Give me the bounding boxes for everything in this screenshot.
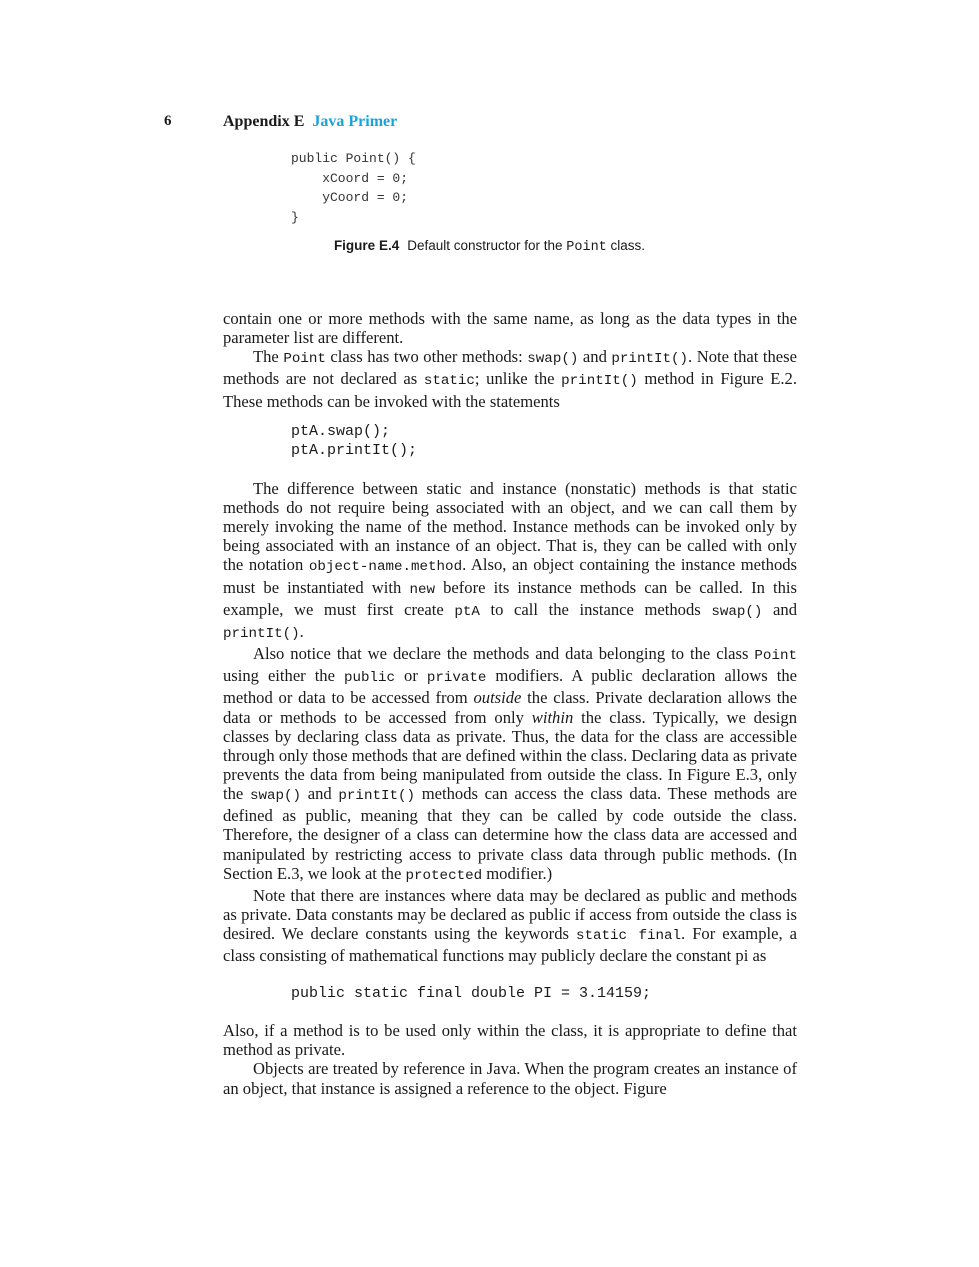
chapter-label: Appendix E [223,113,305,130]
caption-code: Point [566,240,607,255]
code-block: public static final double PI = 3.14159; [291,984,652,1002]
paragraph: The Point class has two other methods: swap() and printIt(). Note that these methods are not declared as static; unlike the printIt() method in Figure E.2. These methods can be invoked with the statements [223,347,798,411]
figure-caption [0,238,979,255]
paragraph: Objects are treated by reference in Java. When the program creates an instance of an object, that instance is assigned a reference to the object. Figure [223,1059,797,1098]
code-line: xCoord = 0; [291,170,409,186]
caption-text: Default constructor for the [407,238,567,253]
chapter-heading [223,113,397,131]
body-text [223,309,797,1098]
caption-text-end: class. [606,238,646,253]
code-line: yCoord = 0; [291,190,409,205]
paragraph: Also notice that we declare the methods and data belonging to the class Point using either the public or private modifiers. A public declaration allows the method or data to be accessed from outside the class. Private declaration allows the data or methods to be accessed from only within the class. Typically, we design classes by declaring class data as private. Thus, the data for the class are accessible through only those methods that are defined within the class. Declaring data as private prevents the data from being manipulated from outside the class. In Figure E.3, only the swap() and printIt() methods can access the class data. These methods are defined as public, meaning that they can be called by code outside the class. Therefore, the designer of a class can determine how the class data are accessed and manipulated by restricting access to private class data through public methods. (In Section E.3, we look at the protected modifier.) [223,644,798,884]
paragraph: Also, if a method is to be used only within the class, it is appropriate to define that method as private. [223,1021,797,1060]
paragraph: contain one or more methods with the same name, as long as the data types in the parameter list are different. [223,309,797,348]
figure-code-listing [291,149,416,227]
code-block: ptA.swap(); ptA.printIt(); [291,422,418,460]
page-number: 6 [164,113,172,129]
chapter-title: Java Primer [312,113,398,130]
code-line: } [291,209,299,225]
paragraph: Note that there are instances where data may be declared as public and methods as private. Data constants may be declared as public if access from outside the class is desired. We declare constants using the keywords static final. For example, a class consisting of mathematical functions may publicly declare the constant pi as [223,885,798,966]
paragraph: The difference between static and instance (nonstatic) methods is that static methods do not require being associated with an object, and we can call them by merely invoking the name of the method. Instance methods can be invoked only by being associated with an instance of an object. That is, they can be called with only the notation object-name.method. Also, an object containing the instance methods must be instantiated with new before its instance methods can be called. In this example, we must first create ptA to call the instance methods swap() and printIt(). [223,478,798,642]
code-line: public Point() { [291,151,416,166]
running-header [0,113,979,133]
figure-label: Figure E.4 [333,238,400,253]
